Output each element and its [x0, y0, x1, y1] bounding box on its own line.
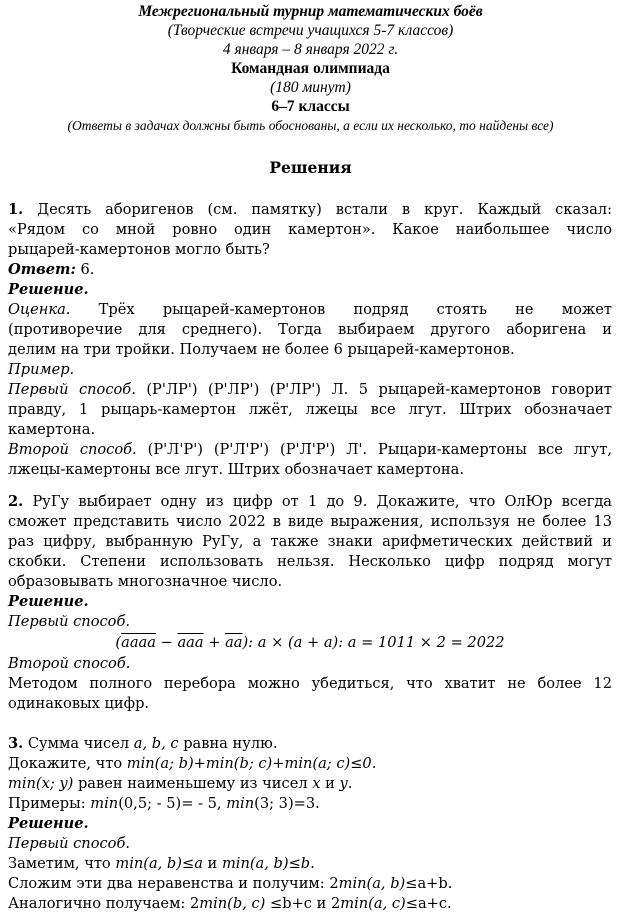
- formula-part: −: [155, 634, 178, 651]
- answer-value: 6.: [80, 261, 95, 278]
- formula-part: (: [115, 634, 122, 651]
- text: РуГу выбирает одну из цифр от 1 до 9. Докажите, что ОлЮр всегда: [32, 493, 613, 510]
- problem-1-statement-line: [8, 200, 612, 220]
- text: Трёх рыцарей-камертонов подряд стоять не может: [98, 301, 612, 318]
- olympiad-title: Командная олимпиада: [231, 60, 390, 77]
- formula-part: +: [203, 634, 226, 651]
- answer-label: Ответ:: [8, 261, 76, 278]
- tournament-title: Межрегиональный турнир математических боёв: [138, 3, 483, 20]
- math: min(a, b): [338, 875, 406, 892]
- text: ≤: [181, 855, 195, 872]
- method-label: Второй способ.: [8, 441, 137, 458]
- math: a, b, c: [133, 735, 179, 752]
- grade-label: 6–7 классы: [271, 98, 350, 115]
- estimate-label: Оценка.: [8, 301, 71, 318]
- method-label: Второй способ.: [8, 655, 131, 672]
- problem-3-statement-line: [8, 794, 612, 814]
- text: ≤: [288, 855, 301, 872]
- formula-part: ): a × (a + a): a = 1011 × 2 = 2022: [242, 634, 505, 651]
- formula: [8, 633, 612, 653]
- math: y: [339, 775, 348, 792]
- text: Десять аборигенов (см. памятку) встали в круг. Каждый сказал:: [37, 201, 612, 218]
- math: min(a, b): [115, 855, 182, 872]
- problem-3-statement-line: [8, 774, 612, 794]
- math: b: [300, 855, 311, 872]
- problem-2-statement-line: образовывать многозначное число.: [8, 573, 283, 590]
- solution-line: [8, 874, 612, 894]
- problem-3-statement-line: [8, 734, 612, 754]
- estimate-line: делим на три тройки. Получаем не более 6 рыцарей-камертонов.: [8, 341, 515, 358]
- math: min: [205, 755, 234, 772]
- text: и: [320, 775, 340, 792]
- math: x: [312, 775, 321, 792]
- text: ≤b+c и 2: [265, 895, 341, 912]
- text: Заметим, что: [8, 855, 116, 872]
- text: Примеры:: [8, 795, 91, 812]
- text: Докажите, что: [8, 755, 127, 772]
- answer-line: [8, 260, 612, 280]
- problem-1-statement-line: «Рядом со мной ровно один камертон». Какое наибольшее число: [8, 221, 612, 238]
- text: .: [347, 775, 353, 792]
- olympiad-duration: (180 минут): [270, 79, 351, 96]
- problem-number: 3.: [8, 735, 24, 752]
- method-1-line: правду, 1 рыцарь-камертон лжёт, лжецы все лгут. Штрих обозначает: [8, 401, 612, 418]
- text: равен наименьшему из чисел: [73, 775, 313, 792]
- problem-3-statement-line: [8, 754, 612, 774]
- problem-3: [8, 734, 612, 914]
- text: Аналогично получаем: 2: [8, 895, 200, 912]
- text: .: [310, 855, 315, 872]
- method-2-line: лжецы-камертоны все лгут. Штрих обозначает камертона.: [8, 461, 464, 478]
- math: min(a, b): [221, 855, 289, 872]
- problem-number: 2.: [8, 493, 24, 510]
- solution-label: Решение.: [8, 281, 89, 298]
- text: Сумма чисел: [27, 735, 134, 752]
- method-2-line: Методом полного перебора можно убедиться, что хватит не более 12: [8, 675, 612, 692]
- example-label: Пример.: [8, 361, 75, 378]
- text: и: [202, 855, 222, 872]
- math: min: [90, 795, 119, 812]
- solutions-heading: Решения: [269, 158, 352, 177]
- answers-note: (Ответы в задачах должны быть обоснованы, а если их несколько, то найдены все): [67, 118, 554, 133]
- method-2-line: одинаковых цифр.: [8, 695, 150, 712]
- math: min: [284, 755, 313, 772]
- math: (b; c)+: [233, 755, 285, 772]
- text: (Р'ЛР') (Р'ЛР') (Р'ЛР') Л. 5 рыцарей-камертонов говорит: [146, 381, 612, 398]
- solution-line: [8, 854, 612, 874]
- solution-label: Решение.: [8, 815, 89, 832]
- math: (a; b)+: [154, 755, 206, 772]
- text: Сложим эти два неравенства и получим: 2: [8, 875, 339, 892]
- problem-2-statement-line: [8, 492, 612, 512]
- text: (3; 3)=3.: [254, 795, 320, 812]
- problem-1-statement-line: рыцарей-камертонов могло быть?: [8, 241, 270, 258]
- math: a: [194, 855, 203, 872]
- method-2-line: [8, 440, 612, 460]
- problem-2-statement-line: сможет представить число 2022 в виде выражения, используя не более 13: [8, 513, 612, 530]
- estimate-line: [8, 300, 612, 320]
- math: min(x; y): [8, 775, 74, 792]
- formula-overline-aaa: $\overline{aaa}$: [177, 634, 204, 651]
- text: равна нулю.: [178, 735, 278, 752]
- problem-2-statement-line: раз цифру, выбранную РуГу, а также знаки арифметических действий и: [8, 533, 612, 550]
- method-label: Первый способ.: [8, 381, 136, 398]
- solution-line: [8, 894, 612, 914]
- problem-2: [8, 492, 612, 714]
- problem-1: [8, 200, 612, 480]
- method-1-line: [8, 380, 612, 400]
- tournament-subtitle: (Творческие встречи учащихся 5-7 классов): [167, 22, 454, 39]
- text: ≤a+c.: [405, 895, 452, 912]
- math: min: [126, 755, 155, 772]
- problem-2-statement-line: скобки. Степени использовать нельзя. Несколько цифр подряд могут: [8, 553, 612, 570]
- document-header: [0, 2, 621, 135]
- estimate-line: (противоречие для среднего). Тогда выбираем другого аборигена и: [8, 321, 612, 338]
- math: min(b, c): [199, 895, 266, 912]
- math: (a; c)≤0.: [312, 755, 377, 772]
- math: min: [226, 795, 255, 812]
- method-label: Первый способ.: [8, 835, 130, 852]
- text: ≤a+b.: [405, 875, 453, 892]
- tournament-dates: 4 января – 8 января 2022 г.: [222, 41, 399, 58]
- formula-overline-aa: $\overline{aa}$: [225, 634, 243, 651]
- formula-overline-aaaa: aaaa: [121, 634, 156, 651]
- method-label: Первый способ.: [8, 613, 130, 630]
- math: min(a, c): [340, 895, 406, 912]
- solution-label: Решение.: [8, 593, 89, 610]
- problem-number: 1.: [8, 201, 24, 218]
- method-1-line: камертона.: [8, 421, 96, 438]
- text: (Р'Л'Р') (Р'Л'Р') (Р'Л'Р') Л'. Рыцари-камертоны все лгут,: [147, 441, 613, 458]
- text: (0,5; - 5)= - 5,: [118, 795, 227, 812]
